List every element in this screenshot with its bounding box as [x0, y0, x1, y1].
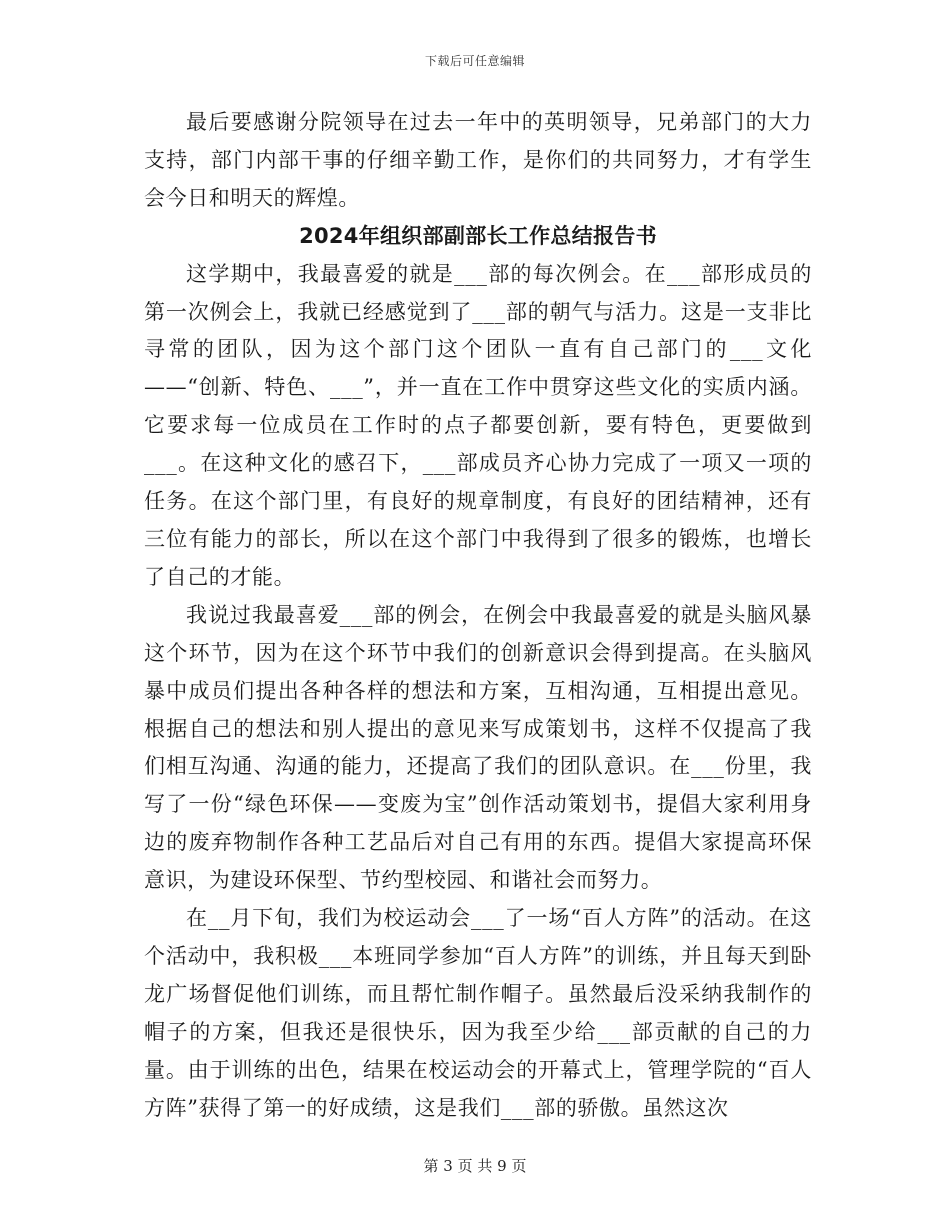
- page-header: 下载后可任意编辑: [424, 54, 525, 68]
- document-body: [144, 104, 812, 1127]
- paragraph-sports-meeting: 在__月下旬，我们为校运动会___了一场“百人方阵”的活动。在这个活动中，我积极___本班同学参加“百人方阵”的训练，并且每天到卧龙广场督促他们训练，而且帮忙制作帽子。虽然最后没采纳我制作的帽子的方案，但我还是很快乐，因为我至少给___部贡献的自己的力量。由于训练的出色，结果在校运动会的开幕式上，管理学院的“百人方阵”获得了第一的好成绩，这是我们___部的骄傲。虽然这次: [144, 906, 812, 1120]
- paragraph-closing-thanks: 最后要感谢分院领导在过去一年中的英明领导，兄弟部门的大力支持，部门内部干事的仔细辛勤工作，是你们的共同努力，才有学生会今日和明天的辉煌。: [144, 110, 812, 210]
- section-title: 2024年组织部副部长工作总结报告书: [299, 223, 657, 248]
- paragraph-brainstorming: 我说过我最喜爱___部的例会，在例会中我最喜爱的就是头脑风暴这个环节，因为在这个环节中我们的创新意识会得到提高。在头脑风暴中成员们提出各种各样的想法和方案，互相沟通，互相提出意见。根据自己的想法和别人提出的意见来写成策划书，这样不仅提高了我们相互沟通、沟通的能力，还提高了我们的团队意识。在___份里，我写了一份“绿色环保——变废为宝”创作活动策划书，提倡大家利用身边的废弃物制作各种工艺品后对自己有用的东西。提倡大家提高环保意识，为建设环保型、节约型校园、和谐社会而努力。: [144, 602, 812, 893]
- page-number: 第 3 页 共 9 页: [423, 1157, 527, 1175]
- paragraph-department-meetings: 这学期中，我最喜爱的就是___部的每次例会。在___部形成员的第一次例会上，我就已经感觉到了___部的朝气与活力。这是一支非比寻常的团队，因为这个部门这个团队一直有自己部门的___文化——“创新、特色、___”，并一直在工作中贯穿这些文化的实质内涵。它要求每一位成员在工作时的点子都要创新，要有特色，更要做到___。在这种文化的感召下，___部成员齐心协力完成了一项又一项的任务。在这个部门里，有良好的规章制度，有良好的团结精神，还有三位有能力的部长，所以在这个部门中我得到了很多的锻炼，也增长了自己的才能。: [144, 261, 812, 589]
